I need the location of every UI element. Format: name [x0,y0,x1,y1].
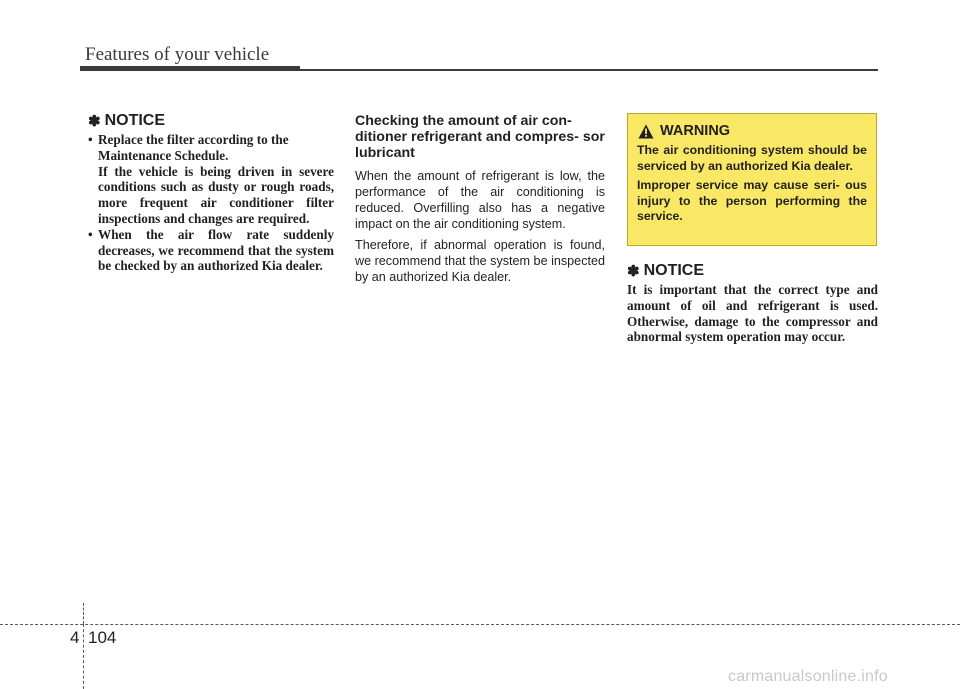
notice-block-oil [627,262,878,345]
notice-item-line: If the vehicle is being driven in severe conditions such as dusty or rough roads, more frequent air conditioner filter inspections and changes are required. [98,163,334,226]
notice-star-icon: ✽ [88,113,101,130]
section-paragraph: Therefore, if abnormal operation is found, we recommend that the system be inspected by an authorized Kia dealer. [355,238,605,284]
notice-item [88,132,334,227]
warning-heading [638,123,867,139]
notice-heading [627,262,878,280]
bullet-icon: • [88,132,93,147]
notice-block-filter [88,112,334,274]
warning-box [627,113,877,246]
footer-divider [83,624,84,689]
notice-title: NOTICE [104,112,166,129]
footer-divider [83,603,84,624]
refrigerant-section [355,113,605,290]
footer-rule [0,624,960,625]
header-rule-thick [80,66,300,71]
warning-triangle-icon [638,124,654,139]
notice-list [88,132,334,274]
watermark: carmanualsonline.info [728,668,888,685]
chapter-number: 4 [70,628,80,647]
page-number: 104 [88,628,117,647]
page-header-title: Features of your vehicle [85,44,270,65]
notice-star-icon: ✽ [627,263,640,280]
warning-paragraph: The air conditioning system should be serviced by an authorized Kia dealer. [637,143,867,173]
notice-text: It is important that the correct type and amount of oil and refrigerant is used. Otherwise, damage to the compressor and abnormal system operation may occur. [627,282,878,345]
notice-item [88,227,334,274]
notice-heading [88,112,334,130]
warning-paragraph: Improper service may cause seri- ous injury to the person performing the service. [637,178,867,223]
header-rule-thin [300,69,878,71]
notice-item-line: Replace the filter according to the [98,132,289,147]
section-paragraph: When the amount of refrigerant is low, the performance of the air conditioning is reduced. Overfilling also has a negative impact on the air conditioning system. [355,169,605,231]
warning-title: WARNING [660,123,731,139]
section-heading: Checking the amount of air con- ditioner refrigerant and compres- sor lubricant [355,113,605,161]
notice-item-line: Maintenance Schedule. [98,147,229,163]
notice-title: NOTICE [643,262,705,279]
notice-item-line: When the air flow rate suddenly decreases, we recommend that the system be checked by an authorized Kia dealer. [98,226,334,274]
bullet-icon: • [88,226,93,242]
